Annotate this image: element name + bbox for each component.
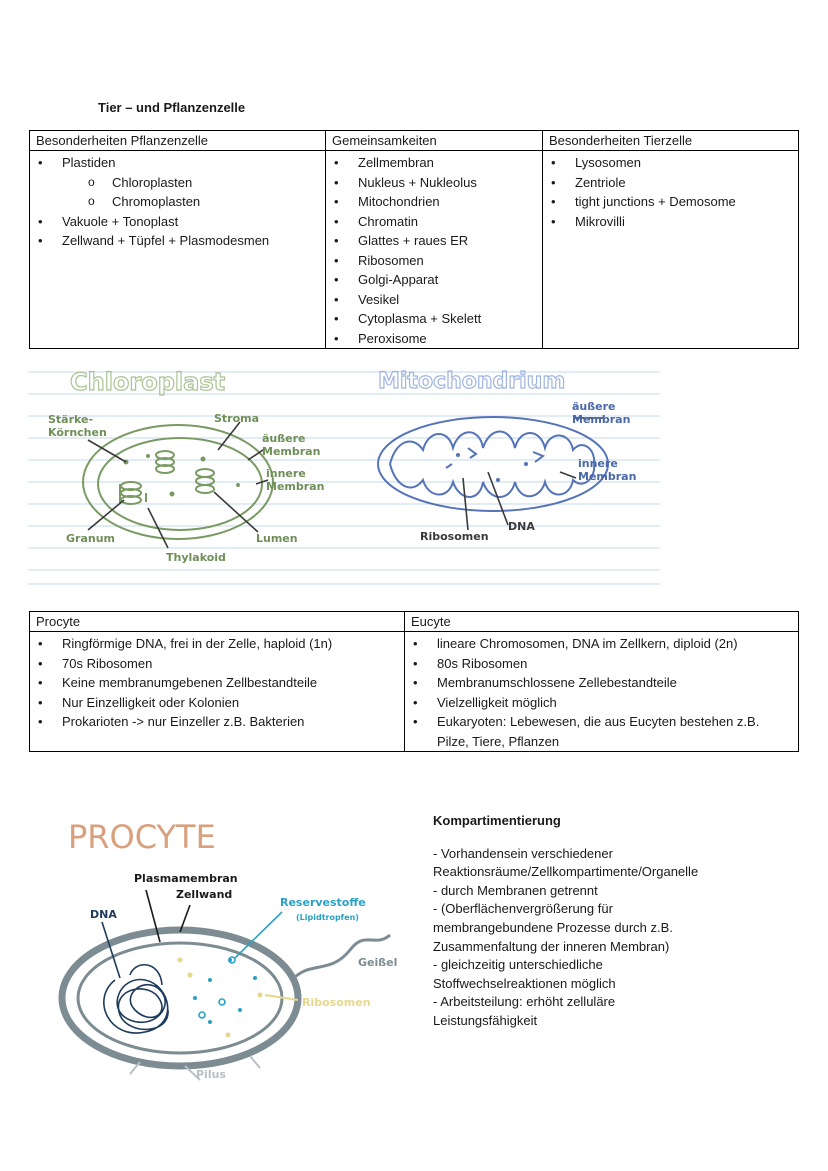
- label-geissel: Geißel: [358, 956, 398, 969]
- mito-inner-membrane: [390, 432, 594, 498]
- label-innere: innere: [266, 467, 306, 480]
- label-lipidtropfen: (Lipidtropfen): [296, 913, 359, 922]
- list-item: o Chloroplasten: [30, 173, 325, 193]
- label-mito-membran-inner: Membran: [578, 470, 637, 483]
- mito-outer-membrane: [378, 417, 608, 511]
- label-thylakoid: Thylakoid: [166, 551, 226, 564]
- list-item: • Zellwand + Tüpfel + Plasmodesmen: [30, 231, 325, 251]
- list-item: • Plastiden: [30, 153, 325, 173]
- label-membran-outer: Membran: [262, 445, 321, 458]
- list-item: • Lysosomen: [543, 153, 798, 173]
- label-lumen: Lumen: [256, 532, 298, 545]
- header-animal: Besonderheiten Tierzelle: [543, 131, 799, 151]
- text-line: - Arbeitsteilung: erhöht zelluläre: [433, 994, 616, 1010]
- mitochondrium-title: Mitochondrium: [378, 369, 566, 394]
- text-line: Reaktionsräume/Zellkompartimente/Organelle: [433, 864, 699, 880]
- list-item: • Golgi-Apparat: [326, 270, 542, 290]
- label-mito-membran-outer: Membran: [572, 413, 631, 426]
- thylakoid-stack: [156, 451, 214, 493]
- list-item: • Nukleus + Nukleolus: [326, 173, 542, 193]
- animal-cell: [543, 151, 799, 349]
- label-koernchen: Körnchen: [48, 426, 107, 439]
- label-reservestoffe: Reservestoffe: [280, 896, 366, 909]
- list-item: • Vesikel: [326, 290, 542, 310]
- list-item: • Keine membranumgebenen Zellbestandteile: [30, 673, 404, 693]
- label-staerke: Stärke-: [48, 413, 94, 426]
- list-item: • Glattes + raues ER: [326, 231, 542, 251]
- list-item: • 70s Ribosomen: [30, 654, 404, 674]
- header-common: Gemeinsamkeiten: [326, 131, 543, 151]
- header-plant: Besonderheiten Pflanzenzelle: [30, 131, 326, 151]
- cell-comparison-table: [29, 130, 799, 349]
- label-aeussere: äußere: [262, 432, 306, 445]
- list-item: • Zellmembran: [326, 153, 542, 173]
- list-item: • Nur Einzelligkeit oder Kolonien: [30, 693, 404, 713]
- label-membran-inner: Membran: [266, 480, 325, 493]
- text-line: - (Oberflächenvergrößerung für: [433, 901, 613, 917]
- kompartimentierung-heading: Kompartimentierung: [433, 813, 561, 828]
- list-item: • 80s Ribosomen: [405, 654, 798, 674]
- list-item: • tight junctions + Demosome: [543, 192, 798, 212]
- label-zellwand: Zellwand: [176, 888, 233, 901]
- text-line: - Vorhandensein verschiedener: [433, 845, 613, 861]
- list-item: • Eukaryoten: Lebewesen, die aus Eucyten bestehen z.B. Pilze, Tiere, Pflanzen: [405, 712, 798, 751]
- chloroplast-title: Chloroplast: [70, 368, 226, 396]
- text-line: Stoffwechselreaktionen möglich: [433, 975, 616, 991]
- list-item: • Mikrovilli: [543, 212, 798, 232]
- label-plasmamembran: Plasmamembran: [134, 872, 238, 885]
- procyte-eucyte-table: [29, 611, 799, 752]
- label-ribosomen: Ribosomen: [420, 530, 489, 543]
- label-pilus: Pilus: [196, 1068, 226, 1081]
- plant-cell: [30, 151, 326, 349]
- list-item: • Zentriole: [543, 173, 798, 193]
- common-cell: [326, 151, 543, 349]
- list-item: • Mitochondrien: [326, 192, 542, 212]
- procyte-cell: [30, 632, 405, 752]
- list-item: • Peroxisome: [326, 329, 542, 349]
- dna-coil: [104, 965, 168, 1033]
- label-dna: DNA: [508, 520, 535, 533]
- list-item: • Membranumschlossene Zellebestandteile: [405, 673, 798, 693]
- list-item: • Prokarioten -> nur Einzeller z.B. Bakterien: [30, 712, 404, 732]
- list-item: • Chromatin: [326, 212, 542, 232]
- label-dna: DNA: [90, 908, 117, 921]
- eucyte-cell: [405, 632, 799, 752]
- procyte-sketch: [50, 810, 420, 1090]
- list-item: • Vakuole + Tonoplast: [30, 212, 325, 232]
- list-item: • Vielzelligkeit möglich: [405, 693, 798, 713]
- list-item: o Chromoplasten: [30, 192, 325, 212]
- label-stroma: Stroma: [214, 412, 260, 425]
- organelle-sketch: [28, 360, 664, 590]
- label-mito-aeussere: äußere: [572, 400, 616, 413]
- header-procyte: Procyte: [30, 612, 405, 632]
- text-line: Leistungsfähigkeit: [433, 1012, 538, 1028]
- text-line: membrangebundene Prozesse durch z.B.: [433, 919, 673, 935]
- list-item: • Ribosomen: [326, 251, 542, 271]
- text-line: Zusammenfaltung der inneren Membran): [433, 938, 670, 954]
- cell-wall: [62, 930, 298, 1066]
- label-granum: Granum: [66, 532, 116, 545]
- kompartimentierung-section: [433, 812, 773, 1031]
- page-title: Tier – und Pflanzenzelle: [98, 100, 246, 115]
- list-item: • Cytoplasma + Skelett: [326, 309, 542, 329]
- procyte-title: PROCYTE: [68, 818, 216, 856]
- text-line: - durch Membranen getrennt: [433, 882, 598, 898]
- label-mito-innere: innere: [578, 457, 618, 470]
- list-item: • lineare Chromosomen, DNA im Zellkern, diploid (2n): [405, 634, 798, 654]
- list-item: • Ringförmige DNA, frei in der Zelle, haploid (1n): [30, 634, 404, 654]
- text-line: - gleichzeitig unterschiedliche: [433, 957, 603, 973]
- header-eucyte: Eucyte: [405, 612, 799, 632]
- label-ribosomen: Ribosomen: [302, 996, 371, 1009]
